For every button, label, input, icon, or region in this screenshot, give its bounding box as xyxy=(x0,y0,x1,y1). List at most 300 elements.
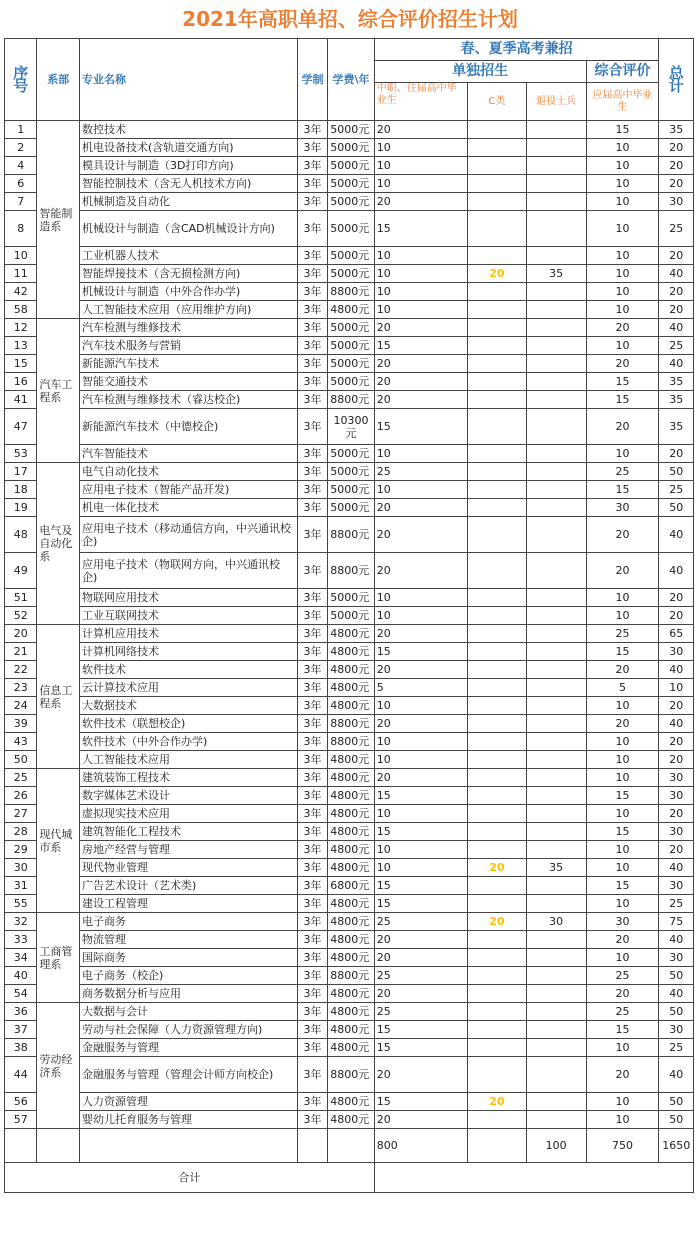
voc-cell: 20 xyxy=(374,661,467,679)
voc-cell: 10 xyxy=(374,139,467,157)
vet-cell xyxy=(526,679,586,697)
vet-cell xyxy=(526,877,586,895)
total-cell: 20 xyxy=(659,139,694,157)
major-cell: 物联网应用技术 xyxy=(79,589,297,607)
c-cell xyxy=(468,895,527,913)
dept-cell: 劳动经济系 xyxy=(37,1003,80,1129)
vet-cell xyxy=(526,697,586,715)
hs-cell: 10 xyxy=(586,283,659,301)
voc-cell: 25 xyxy=(374,967,467,985)
table-row xyxy=(5,895,694,913)
fee-cell: 4800元 xyxy=(328,1021,375,1039)
years-cell: 3年 xyxy=(297,157,327,175)
seq-cell: 20 xyxy=(5,625,37,643)
major-cell: 机械制造及自动化 xyxy=(79,193,297,211)
table-row xyxy=(5,985,694,1003)
totals-row xyxy=(5,1129,694,1163)
vet-cell xyxy=(526,715,586,733)
table-row xyxy=(5,1003,694,1021)
voc-cell: 10 xyxy=(374,751,467,769)
c-cell xyxy=(468,355,527,373)
vet-cell xyxy=(526,499,586,517)
hs-cell: 10 xyxy=(586,211,659,247)
vet-cell xyxy=(526,481,586,499)
table-header xyxy=(5,39,694,121)
dept-cell: 现代城市系 xyxy=(37,769,80,913)
fee-cell: 4800元 xyxy=(328,985,375,1003)
years-cell: 3年 xyxy=(297,751,327,769)
total-cell: 40 xyxy=(659,265,694,283)
fee-cell: 5000元 xyxy=(328,355,375,373)
total-c xyxy=(468,1129,527,1163)
hs-cell: 10 xyxy=(586,193,659,211)
c-cell xyxy=(468,931,527,949)
total-cell: 20 xyxy=(659,805,694,823)
hs-cell: 10 xyxy=(586,697,659,715)
voc-cell: 20 xyxy=(374,355,467,373)
years-cell: 3年 xyxy=(297,625,327,643)
hs-cell: 10 xyxy=(586,157,659,175)
years-cell: 3年 xyxy=(297,139,327,157)
years-cell: 3年 xyxy=(297,391,327,409)
table-row xyxy=(5,625,694,643)
major-cell: 人工智能技术应用 xyxy=(79,751,297,769)
total-cell: 50 xyxy=(659,499,694,517)
years-cell: 3年 xyxy=(297,931,327,949)
voc-cell: 10 xyxy=(374,805,467,823)
total-cell: 50 xyxy=(659,967,694,985)
table-row xyxy=(5,517,694,553)
table-row xyxy=(5,139,694,157)
header-major: 专业名称 xyxy=(79,39,297,121)
major-cell: 软件技术 xyxy=(79,661,297,679)
c-cell xyxy=(468,391,527,409)
voc-cell: 15 xyxy=(374,787,467,805)
table-row xyxy=(5,751,694,769)
major-cell: 大数据与会计 xyxy=(79,1003,297,1021)
hs-cell: 10 xyxy=(586,265,659,283)
voc-cell: 10 xyxy=(374,175,467,193)
seq-cell: 55 xyxy=(5,895,37,913)
c-cell xyxy=(468,319,527,337)
fee-cell: 5000元 xyxy=(328,337,375,355)
c-cell xyxy=(468,607,527,625)
fee-cell: 4800元 xyxy=(328,661,375,679)
fee-cell: 4800元 xyxy=(328,859,375,877)
years-cell: 3年 xyxy=(297,463,327,481)
voc-cell: 10 xyxy=(374,301,467,319)
vet-cell xyxy=(526,211,586,247)
hs-cell: 10 xyxy=(586,301,659,319)
table-row xyxy=(5,1093,694,1111)
c-cell xyxy=(468,751,527,769)
c-cell xyxy=(468,445,527,463)
years-cell: 3年 xyxy=(297,877,327,895)
voc-cell: 10 xyxy=(374,481,467,499)
major-cell: 新能源汽车技术 xyxy=(79,355,297,373)
header-fee: 学费\年 xyxy=(328,39,375,121)
voc-cell: 10 xyxy=(374,589,467,607)
fee-cell: 4800元 xyxy=(328,913,375,931)
page-title: 2021年高职单招、综合评价招生计划 xyxy=(182,7,518,31)
seq-cell: 56 xyxy=(5,1093,37,1111)
major-cell: 人力资源管理 xyxy=(79,1093,297,1111)
seq-cell: 34 xyxy=(5,949,37,967)
seq-cell: 47 xyxy=(5,409,37,445)
fee-cell: 4800元 xyxy=(328,1039,375,1057)
hs-cell: 15 xyxy=(586,1021,659,1039)
major-cell: 国际商务 xyxy=(79,949,297,967)
hs-cell: 15 xyxy=(586,823,659,841)
total-cell: 40 xyxy=(659,715,694,733)
c-cell xyxy=(468,499,527,517)
table-row xyxy=(5,175,694,193)
table-row xyxy=(5,679,694,697)
major-cell: 商务数据分析与应用 xyxy=(79,985,297,1003)
years-cell: 3年 xyxy=(297,733,327,751)
years-cell: 3年 xyxy=(297,175,327,193)
total-cell: 50 xyxy=(659,1093,694,1111)
hs-cell: 10 xyxy=(586,733,659,751)
seq-cell: 16 xyxy=(5,373,37,391)
seq-cell: 31 xyxy=(5,877,37,895)
voc-cell: 15 xyxy=(374,877,467,895)
seq-cell: 40 xyxy=(5,967,37,985)
vet-cell xyxy=(526,589,586,607)
voc-cell: 20 xyxy=(374,625,467,643)
seq-cell: 12 xyxy=(5,319,37,337)
hs-cell: 10 xyxy=(586,841,659,859)
years-cell: 3年 xyxy=(297,661,327,679)
table-row xyxy=(5,445,694,463)
dept-cell: 信息工程系 xyxy=(37,625,80,769)
c-cell xyxy=(468,985,527,1003)
vet-cell xyxy=(526,1039,586,1057)
total-cell: 20 xyxy=(659,283,694,301)
hs-cell: 25 xyxy=(586,625,659,643)
hs-cell: 10 xyxy=(586,769,659,787)
vet-cell xyxy=(526,247,586,265)
hs-cell: 25 xyxy=(586,1003,659,1021)
vet-cell xyxy=(526,733,586,751)
c-cell: 20 xyxy=(468,859,527,877)
voc-cell: 15 xyxy=(374,1021,467,1039)
hs-cell: 20 xyxy=(586,409,659,445)
c-cell xyxy=(468,1003,527,1021)
fee-cell: 4800元 xyxy=(328,301,375,319)
major-cell: 人工智能技术应用（应用维护方向) xyxy=(79,301,297,319)
fee-cell: 8800元 xyxy=(328,391,375,409)
table-row xyxy=(5,499,694,517)
table-row xyxy=(5,157,694,175)
seq-cell: 42 xyxy=(5,283,37,301)
major-cell: 工业互联网技术 xyxy=(79,607,297,625)
c-cell xyxy=(468,373,527,391)
vet-cell xyxy=(526,355,586,373)
hs-cell: 15 xyxy=(586,877,659,895)
vet-cell xyxy=(526,1003,586,1021)
years-cell: 3年 xyxy=(297,301,327,319)
voc-cell: 10 xyxy=(374,283,467,301)
fee-cell: 5000元 xyxy=(328,445,375,463)
fee-cell: 4800元 xyxy=(328,751,375,769)
vet-cell xyxy=(526,841,586,859)
years-cell: 3年 xyxy=(297,409,327,445)
fee-cell: 4800元 xyxy=(328,841,375,859)
voc-cell: 10 xyxy=(374,733,467,751)
vet-cell xyxy=(526,1093,586,1111)
c-cell xyxy=(468,1039,527,1057)
vet-cell xyxy=(526,445,586,463)
years-cell: 3年 xyxy=(297,859,327,877)
fee-cell: 5000元 xyxy=(328,499,375,517)
c-cell xyxy=(468,463,527,481)
years-cell: 3年 xyxy=(297,121,327,139)
hs-cell: 20 xyxy=(586,553,659,589)
years-cell: 3年 xyxy=(297,517,327,553)
seq-cell: 25 xyxy=(5,769,37,787)
fee-cell: 5000元 xyxy=(328,211,375,247)
c-cell xyxy=(468,481,527,499)
seq-cell: 36 xyxy=(5,1003,37,1021)
total-cell: 20 xyxy=(659,733,694,751)
c-cell xyxy=(468,805,527,823)
hs-cell: 25 xyxy=(586,967,659,985)
years-cell: 3年 xyxy=(297,679,327,697)
table-row xyxy=(5,805,694,823)
dept-cell: 智能制造系 xyxy=(37,121,80,319)
voc-cell: 20 xyxy=(374,373,467,391)
seq-cell: 50 xyxy=(5,751,37,769)
dept-cell: 汽车工程系 xyxy=(37,319,80,463)
table-row xyxy=(5,877,694,895)
vet-cell: 30 xyxy=(526,913,586,931)
fee-cell: 8800元 xyxy=(328,967,375,985)
vet-cell xyxy=(526,1057,586,1093)
voc-cell: 20 xyxy=(374,193,467,211)
enrollment-table xyxy=(4,38,694,1193)
hs-cell: 10 xyxy=(586,589,659,607)
c-cell xyxy=(468,409,527,445)
major-cell: 电子商务（校企) xyxy=(79,967,297,985)
seq-cell: 27 xyxy=(5,805,37,823)
major-cell: 汽车智能技术 xyxy=(79,445,297,463)
years-cell: 3年 xyxy=(297,1057,327,1093)
total-cell: 75 xyxy=(659,913,694,931)
c-cell xyxy=(468,787,527,805)
fee-cell: 10300元 xyxy=(328,409,375,445)
totals-empty xyxy=(37,1129,80,1163)
fee-cell: 4800元 xyxy=(328,823,375,841)
fee-cell: 4800元 xyxy=(328,949,375,967)
c-cell: 20 xyxy=(468,913,527,931)
hs-cell: 10 xyxy=(586,1093,659,1111)
c-cell xyxy=(468,589,527,607)
table-row xyxy=(5,355,694,373)
fee-cell: 8800元 xyxy=(328,733,375,751)
header-total: 总计 xyxy=(659,39,694,121)
table-row xyxy=(5,859,694,877)
table-row xyxy=(5,949,694,967)
c-cell xyxy=(468,211,527,247)
total-cell: 30 xyxy=(659,769,694,787)
total-cell: 40 xyxy=(659,931,694,949)
years-cell: 3年 xyxy=(297,769,327,787)
vet-cell xyxy=(526,463,586,481)
totals-empty xyxy=(328,1129,375,1163)
years-cell: 3年 xyxy=(297,787,327,805)
total-cell: 30 xyxy=(659,193,694,211)
table-row xyxy=(5,787,694,805)
totals-empty xyxy=(79,1129,297,1163)
years-cell: 3年 xyxy=(297,607,327,625)
total-cell: 30 xyxy=(659,877,694,895)
hs-cell: 15 xyxy=(586,643,659,661)
seq-cell: 7 xyxy=(5,193,37,211)
seq-cell: 30 xyxy=(5,859,37,877)
hs-cell: 20 xyxy=(586,715,659,733)
c-cell xyxy=(468,553,527,589)
voc-cell: 20 xyxy=(374,1111,467,1129)
voc-cell: 25 xyxy=(374,463,467,481)
total-cell: 40 xyxy=(659,859,694,877)
header-years: 学制 xyxy=(297,39,327,121)
years-cell: 3年 xyxy=(297,319,327,337)
seq-cell: 8 xyxy=(5,211,37,247)
vet-cell xyxy=(526,1111,586,1129)
years-cell: 3年 xyxy=(297,211,327,247)
fee-cell: 4800元 xyxy=(328,1093,375,1111)
voc-cell: 10 xyxy=(374,247,467,265)
table-row xyxy=(5,715,694,733)
hs-cell: 10 xyxy=(586,139,659,157)
years-cell: 3年 xyxy=(297,1003,327,1021)
c-cell xyxy=(468,283,527,301)
hs-cell: 20 xyxy=(586,319,659,337)
major-cell: 工业机器人技术 xyxy=(79,247,297,265)
c-cell xyxy=(468,139,527,157)
voc-cell: 20 xyxy=(374,715,467,733)
table-row xyxy=(5,589,694,607)
hs-cell: 10 xyxy=(586,445,659,463)
fee-cell: 8800元 xyxy=(328,517,375,553)
years-cell: 3年 xyxy=(297,553,327,589)
table-row xyxy=(5,211,694,247)
voc-cell: 5 xyxy=(374,679,467,697)
total-cell: 40 xyxy=(659,1057,694,1093)
years-cell: 3年 xyxy=(297,697,327,715)
hs-cell: 30 xyxy=(586,499,659,517)
seq-cell: 24 xyxy=(5,697,37,715)
fee-cell: 4800元 xyxy=(328,697,375,715)
major-cell: 物流管理 xyxy=(79,931,297,949)
table-row xyxy=(5,823,694,841)
total-cell: 35 xyxy=(659,121,694,139)
c-cell xyxy=(468,247,527,265)
fee-cell: 5000元 xyxy=(328,481,375,499)
total-cell: 25 xyxy=(659,895,694,913)
total-cell: 40 xyxy=(659,985,694,1003)
table-row xyxy=(5,1039,694,1057)
fee-cell: 5000元 xyxy=(328,463,375,481)
major-cell: 劳动与社会保障（人力资源管理方向) xyxy=(79,1021,297,1039)
hs-cell: 10 xyxy=(586,751,659,769)
totals-empty xyxy=(297,1129,327,1163)
voc-cell: 25 xyxy=(374,1003,467,1021)
table-row xyxy=(5,661,694,679)
vet-cell xyxy=(526,121,586,139)
voc-cell: 10 xyxy=(374,841,467,859)
dept-cell: 工商管理系 xyxy=(37,913,80,1003)
c-cell xyxy=(468,337,527,355)
vet-cell xyxy=(526,337,586,355)
years-cell: 3年 xyxy=(297,949,327,967)
vet-cell xyxy=(526,661,586,679)
c-cell xyxy=(468,301,527,319)
seq-cell: 29 xyxy=(5,841,37,859)
hs-cell: 25 xyxy=(586,463,659,481)
c-cell xyxy=(468,193,527,211)
vet-cell xyxy=(526,895,586,913)
totals-label: 合计 xyxy=(5,1163,375,1193)
c-cell xyxy=(468,1021,527,1039)
hs-cell: 15 xyxy=(586,391,659,409)
c-cell xyxy=(468,643,527,661)
major-cell: 新能源汽车技术（中德校企) xyxy=(79,409,297,445)
table-row xyxy=(5,121,694,139)
fee-cell: 5000元 xyxy=(328,607,375,625)
c-cell xyxy=(468,1057,527,1093)
years-cell: 3年 xyxy=(297,895,327,913)
years-cell: 3年 xyxy=(297,337,327,355)
fee-cell: 5000元 xyxy=(328,175,375,193)
seq-cell: 32 xyxy=(5,913,37,931)
voc-cell: 15 xyxy=(374,823,467,841)
major-cell: 机电一体化技术 xyxy=(79,499,297,517)
total-cell: 35 xyxy=(659,409,694,445)
hs-cell: 20 xyxy=(586,1057,659,1093)
c-cell xyxy=(468,949,527,967)
major-cell: 建设工程管理 xyxy=(79,895,297,913)
major-cell: 应用电子技术（移动通信方向，中兴通讯校企) xyxy=(79,517,297,553)
voc-cell: 10 xyxy=(374,697,467,715)
major-cell: 房地产经营与管理 xyxy=(79,841,297,859)
totals-label-row xyxy=(5,1163,694,1193)
years-cell: 3年 xyxy=(297,805,327,823)
vet-cell xyxy=(526,931,586,949)
vet-cell xyxy=(526,607,586,625)
total-cell: 20 xyxy=(659,607,694,625)
header-sub-voc: 中职、往届高中毕业生 xyxy=(374,83,467,121)
seq-cell: 37 xyxy=(5,1021,37,1039)
fee-cell: 5000元 xyxy=(328,157,375,175)
major-cell: 智能控制技术（含无人机技术方向) xyxy=(79,175,297,193)
table-row xyxy=(5,967,694,985)
hs-cell: 15 xyxy=(586,481,659,499)
c-cell xyxy=(468,967,527,985)
total-cell: 25 xyxy=(659,1039,694,1057)
hs-cell: 15 xyxy=(586,373,659,391)
c-cell xyxy=(468,1111,527,1129)
hs-cell: 10 xyxy=(586,175,659,193)
voc-cell: 20 xyxy=(374,1057,467,1093)
c-cell: 20 xyxy=(468,265,527,283)
vet-cell xyxy=(526,175,586,193)
voc-cell: 20 xyxy=(374,391,467,409)
total-all: 1650 xyxy=(659,1129,694,1163)
seq-cell: 21 xyxy=(5,643,37,661)
c-cell xyxy=(468,517,527,553)
